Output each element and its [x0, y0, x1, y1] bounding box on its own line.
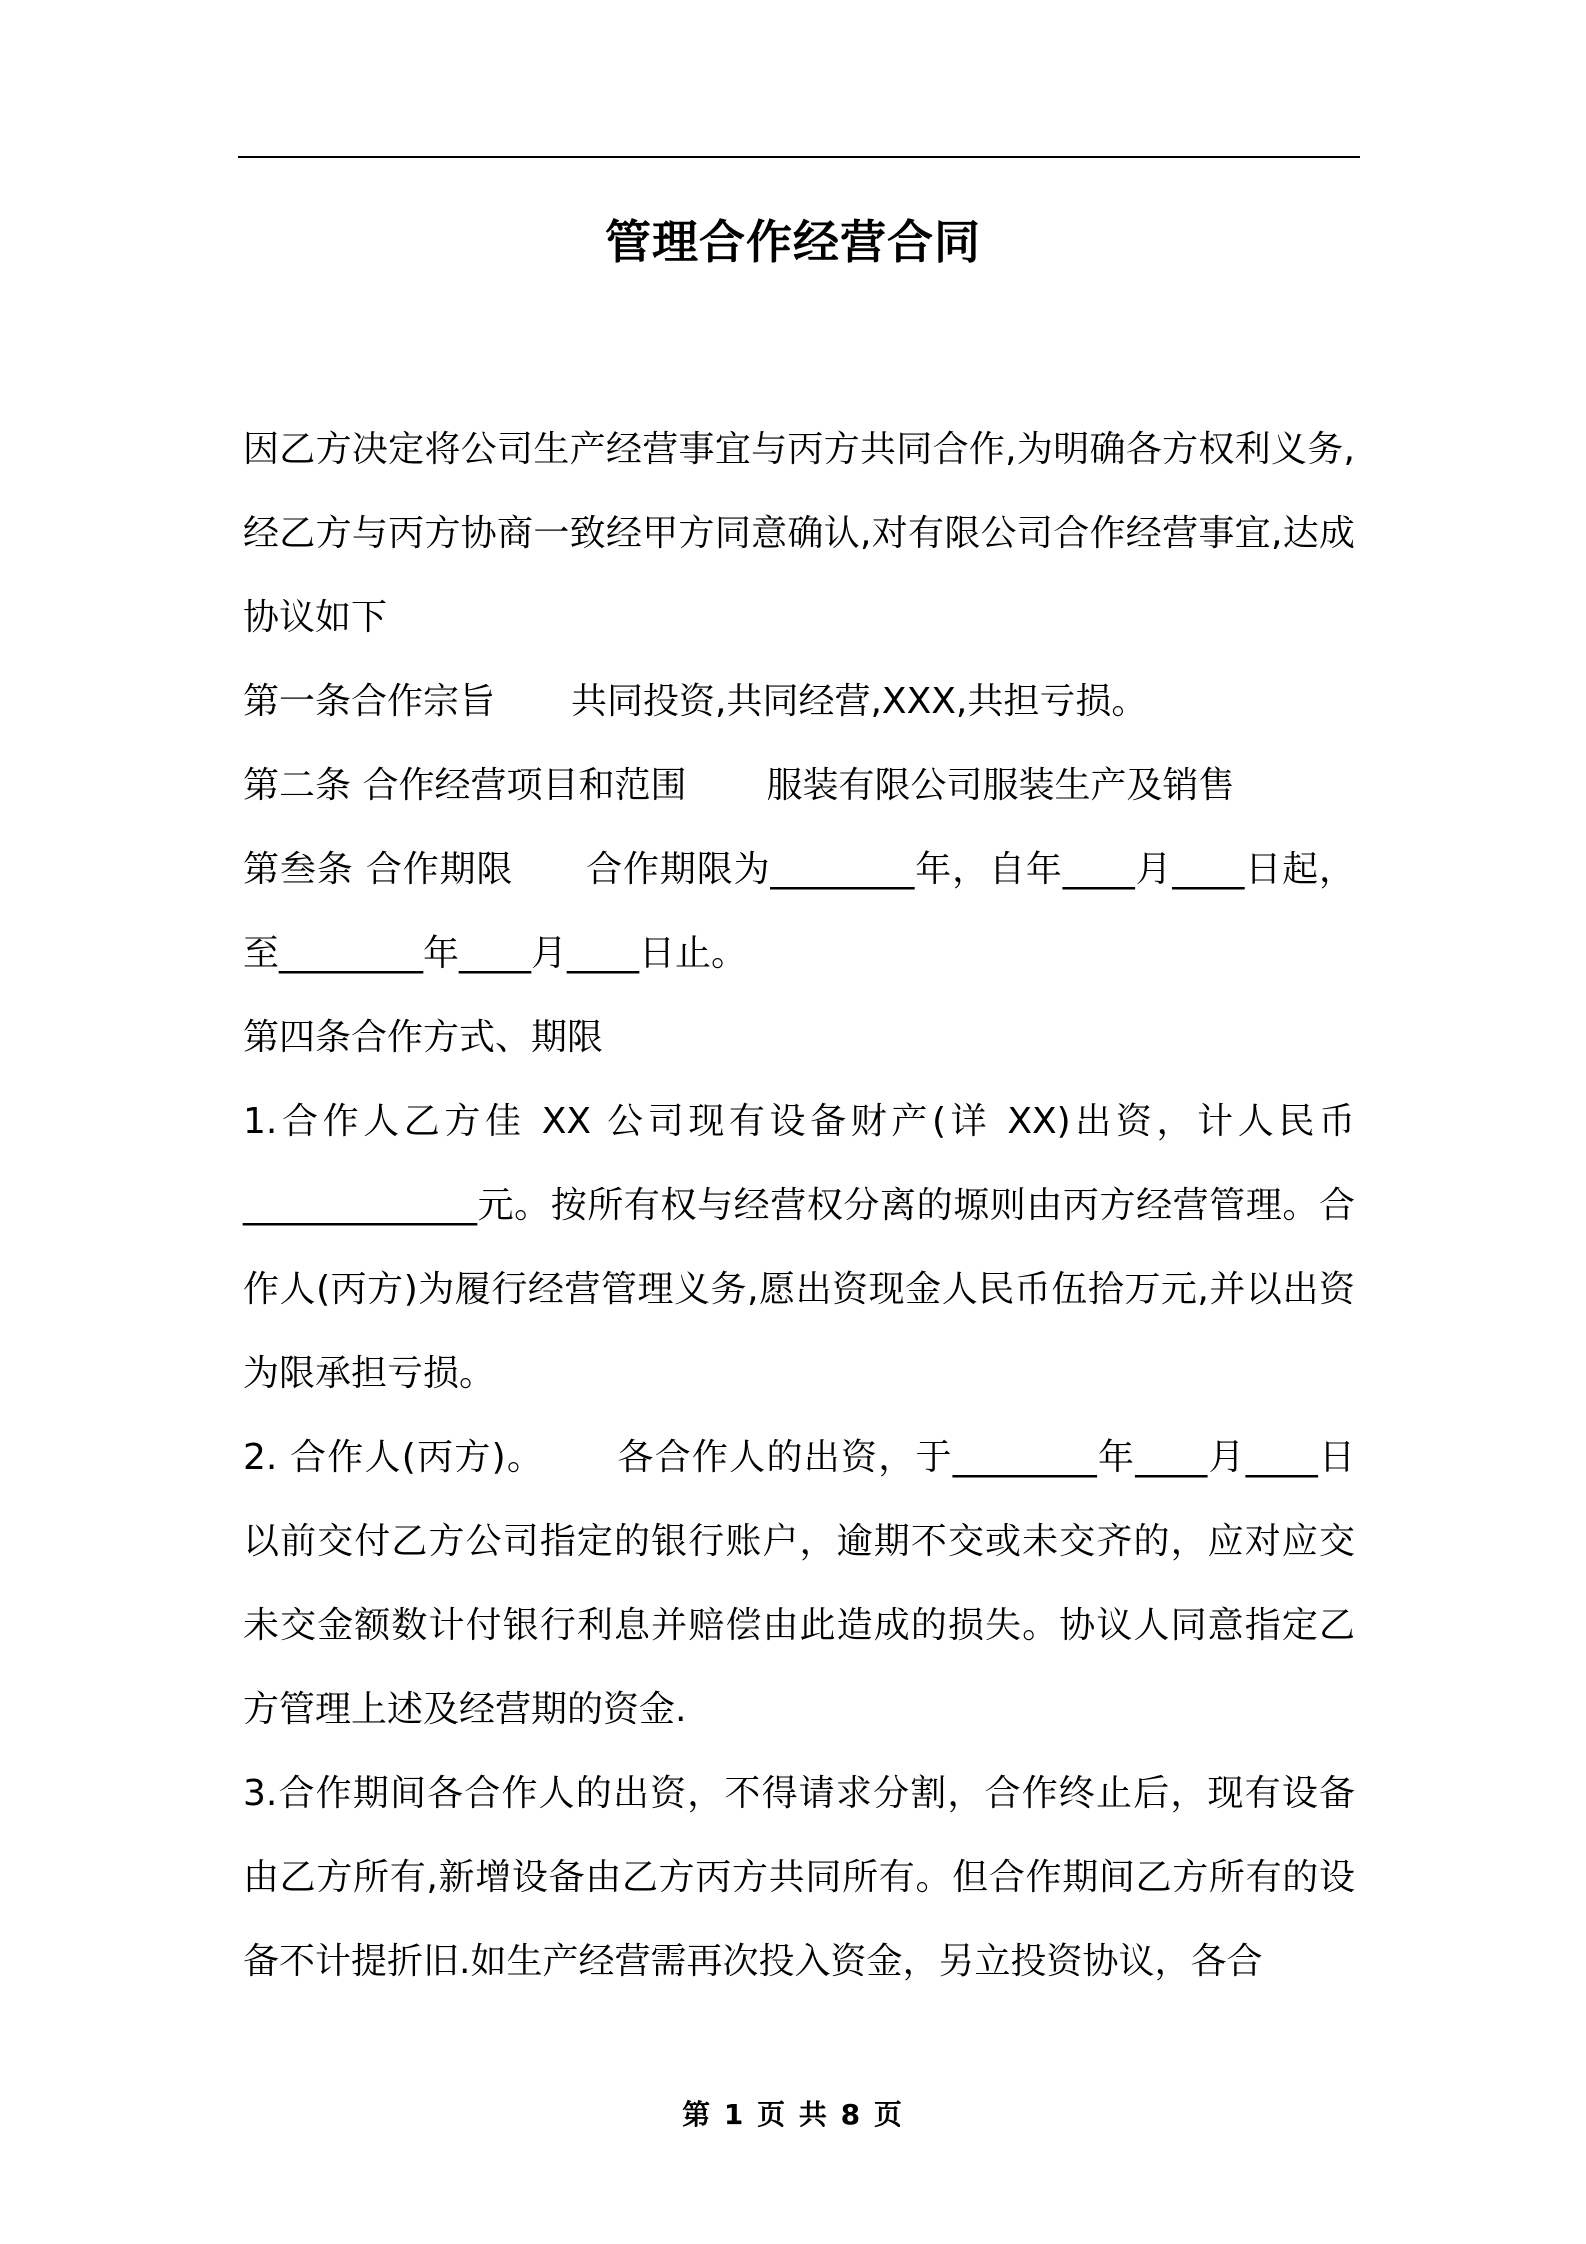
page-number: 第 1 页 共 8 页	[682, 2098, 904, 2131]
article-4-item-1: 1.合作人乙方佳 XX 公司现有设备财产(详 XX)出资，计人民币_____________元。按所有权与经营权分离的塬则由丙方经营管理。合作人(丙方)为履行经营管理义务,愿出资现金人民币伍拾万元,并以出资为限承担亏损。	[243, 1101, 1355, 1394]
article-2	[243, 744, 1355, 828]
article-2-content: 服装有限公司服装生产及销售	[766, 765, 1235, 806]
article-1-content: 共同投资,共同经营,XXX,共担亏损。	[571, 681, 1148, 722]
article-4-item-3: 3.合作期间各合作人的出资，不得请求分割，合作终止后，现有设备由乙方所有,新增设备由乙方丙方共同所有。但合作期间乙方所有的设备不计提折旧.如生产经营需再次投入资金，另立投资协议，各合	[243, 1773, 1355, 1982]
article-3-content: 合作期限为________年，自年____月____日起，至________年____月____日止。	[243, 849, 1355, 974]
document-body	[243, 408, 1355, 2004]
article-4-item-2-lead: 2. 合作人(丙方)。	[243, 1437, 545, 1478]
article-4-heading: 第四条合作方式、期限	[243, 1017, 604, 1058]
document-title: 管理合作经营合同	[605, 215, 981, 269]
article-3	[243, 828, 1355, 996]
article-3-heading: 第叁条 合作期限	[243, 849, 514, 890]
article-1-heading: 第一条合作宗旨	[243, 681, 496, 722]
article-1	[243, 660, 1355, 744]
intro-paragraph: 因乙方决定将公司生产经营事宜与丙方共同合作,为明确各方权利义务,经乙方与丙方协商一致经甲方同意确认,对有限公司合作经营事宜,达成协议如下	[243, 429, 1355, 638]
header-rule	[238, 156, 1360, 158]
article-4-item-2-content: 各合作人的出资，于________年____月____日以前交付乙方公司指定的银行账户，逾期不交或未交齐的，应对应交未交金额数计付银行利息并赔偿由此造成的损失。协议人同意指定乙方管理上述及经营期的资金.	[243, 1437, 1355, 1730]
article-4-item-2	[243, 1416, 1355, 1752]
article-2-heading: 第二条 合作经营项目和范围	[243, 765, 687, 806]
